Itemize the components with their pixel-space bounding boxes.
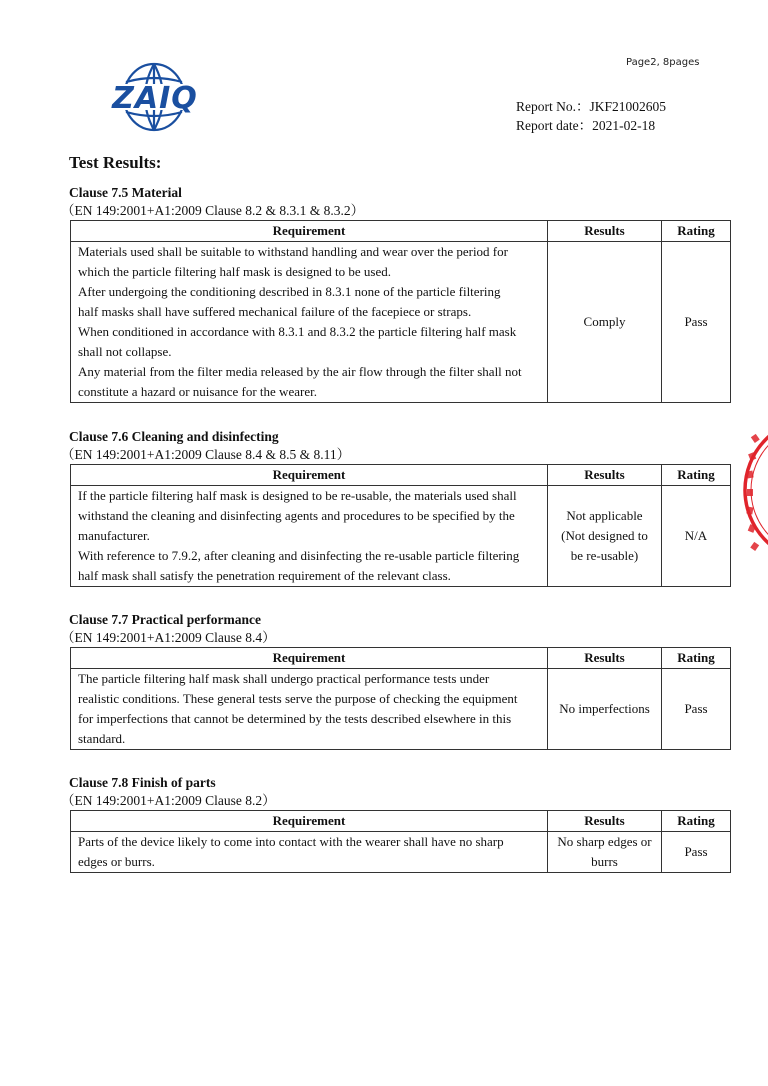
svg-text:ZAIQ: ZAIQ [112, 81, 198, 116]
rating-header: Rating [662, 221, 731, 242]
requirement-cell [71, 242, 548, 403]
table-header-row [71, 648, 731, 669]
results-cell [548, 486, 662, 587]
table-row [71, 486, 731, 587]
table-row [71, 832, 731, 873]
result-line: Not applicable [566, 508, 643, 523]
clause-reference: （EN 149:2001+A1:2009 Clause 8.2 & 8.3.1 & 8.3.2） [61, 203, 365, 218]
rating-header: Rating [662, 648, 731, 669]
requirement-line: manufacturer. [78, 528, 150, 543]
results-header: Results [548, 811, 662, 832]
results-cell [548, 242, 662, 403]
requirement-line: for imperfections that cannot be determined by the tests described elsewhere in this [78, 711, 512, 726]
rating-header: Rating [662, 465, 731, 486]
results-header: Results [548, 465, 662, 486]
table-header-row [71, 221, 731, 242]
requirements-table [70, 810, 731, 873]
requirement-cell [71, 486, 548, 587]
page-number: Page2, 8pages [626, 57, 700, 68]
report-no-row [516, 97, 666, 116]
clause-reference: （EN 149:2001+A1:2009 Clause 8.2） [61, 793, 276, 808]
rating-cell: Pass [662, 669, 731, 750]
requirements-table [70, 647, 731, 750]
rating-header: Rating [662, 811, 731, 832]
table-row [71, 669, 731, 750]
clause-section-7-8 [61, 774, 731, 873]
table-header-row [71, 811, 731, 832]
clause-reference: （EN 149:2001+A1:2009 Clause 8.4 & 8.5 & 8.11） [61, 447, 351, 462]
clause-title: Clause 7.6 Cleaning and disinfecting [69, 429, 279, 444]
requirement-line: With reference to 7.9.2, after cleaning and disinfecting the re-usable particle filtering [78, 548, 520, 563]
requirement-line: realistic conditions. These general tests serve the purpose of checking the equipment [78, 691, 518, 706]
requirement-line: If the particle filtering half mask is designed to be re-usable, the materials used shall [78, 488, 517, 503]
requirement-line: standard. [78, 731, 126, 746]
requirement-line: withstand the cleaning and disinfecting agents and procedures to be specified by the [78, 508, 515, 523]
zaiq-logo [90, 62, 220, 132]
report-meta [516, 97, 666, 135]
report-no-label: Report No.： [516, 99, 590, 114]
results-cell [548, 832, 662, 873]
requirement-line: constitute a hazard or nuisance for the wearer. [78, 384, 317, 399]
requirement-header: Requirement [71, 811, 548, 832]
results-header: Results [548, 648, 662, 669]
result-line: No imperfections [559, 701, 650, 716]
requirement-line: The particle filtering half mask shall undergo practical performance tests under [78, 671, 490, 686]
results-cell [548, 669, 662, 750]
page-title: Test Results: [69, 153, 162, 172]
requirement-line: edges or burrs. [78, 854, 155, 869]
requirements-table [70, 464, 731, 587]
report-no-value: JKF21002605 [589, 99, 667, 114]
requirement-line: half mask shall satisfy the penetration requirement of the relevant class. [78, 568, 451, 583]
clause-title: Clause 7.7 Practical performance [69, 612, 261, 627]
requirement-line: half masks shall have suffered mechanical failure of the facepiece or straps. [78, 304, 472, 319]
result-line: be re-usable) [570, 548, 639, 563]
requirement-line: Parts of the device likely to come into contact with the wearer shall have no sharp [78, 834, 504, 849]
report-date-row [516, 116, 666, 135]
requirement-line: Any material from the filter media released by the air flow through the filter shall not [78, 364, 522, 379]
result-line: Comply [583, 314, 626, 329]
requirement-cell [71, 669, 548, 750]
rating-cell: Pass [662, 242, 731, 403]
requirement-cell [71, 832, 548, 873]
results-header: Results [548, 221, 662, 242]
result-line: (Not designed to [561, 528, 648, 543]
requirement-line: When conditioned in accordance with 8.3.1 and 8.3.2 the particle filtering half mask [78, 324, 517, 339]
result-line: No sharp edges or [557, 834, 652, 849]
clause-reference: （EN 149:2001+A1:2009 Clause 8.4） [61, 630, 276, 645]
requirement-line: shall not collapse. [78, 344, 172, 359]
requirement-header: Requirement [71, 465, 548, 486]
requirement-line: After undergoing the conditioning described in 8.3.1 none of the particle filtering [78, 284, 501, 299]
clause-section-7-5 [61, 184, 731, 403]
report-date-label: Report date： [516, 118, 593, 133]
table-row [71, 242, 731, 403]
result-line: burrs [591, 854, 618, 869]
rating-cell: Pass [662, 832, 731, 873]
report-date-value: 2021-02-18 [592, 118, 656, 133]
clause-title: Clause 7.8 Finish of parts [69, 775, 216, 790]
table-header-row [71, 465, 731, 486]
requirement-header: Requirement [71, 648, 548, 669]
requirements-table [70, 220, 731, 403]
requirement-line: which the particle filtering half mask is designed to be used. [78, 264, 391, 279]
clause-section-7-7 [61, 611, 731, 750]
official-seal-stamp [733, 405, 768, 575]
requirement-header: Requirement [71, 221, 548, 242]
requirement-line: Materials used shall be suitable to withstand handling and wear over the period for [78, 244, 508, 259]
clause-section-7-6 [61, 428, 731, 587]
rating-cell: N/A [662, 486, 731, 587]
clause-title: Clause 7.5 Material [69, 185, 182, 200]
